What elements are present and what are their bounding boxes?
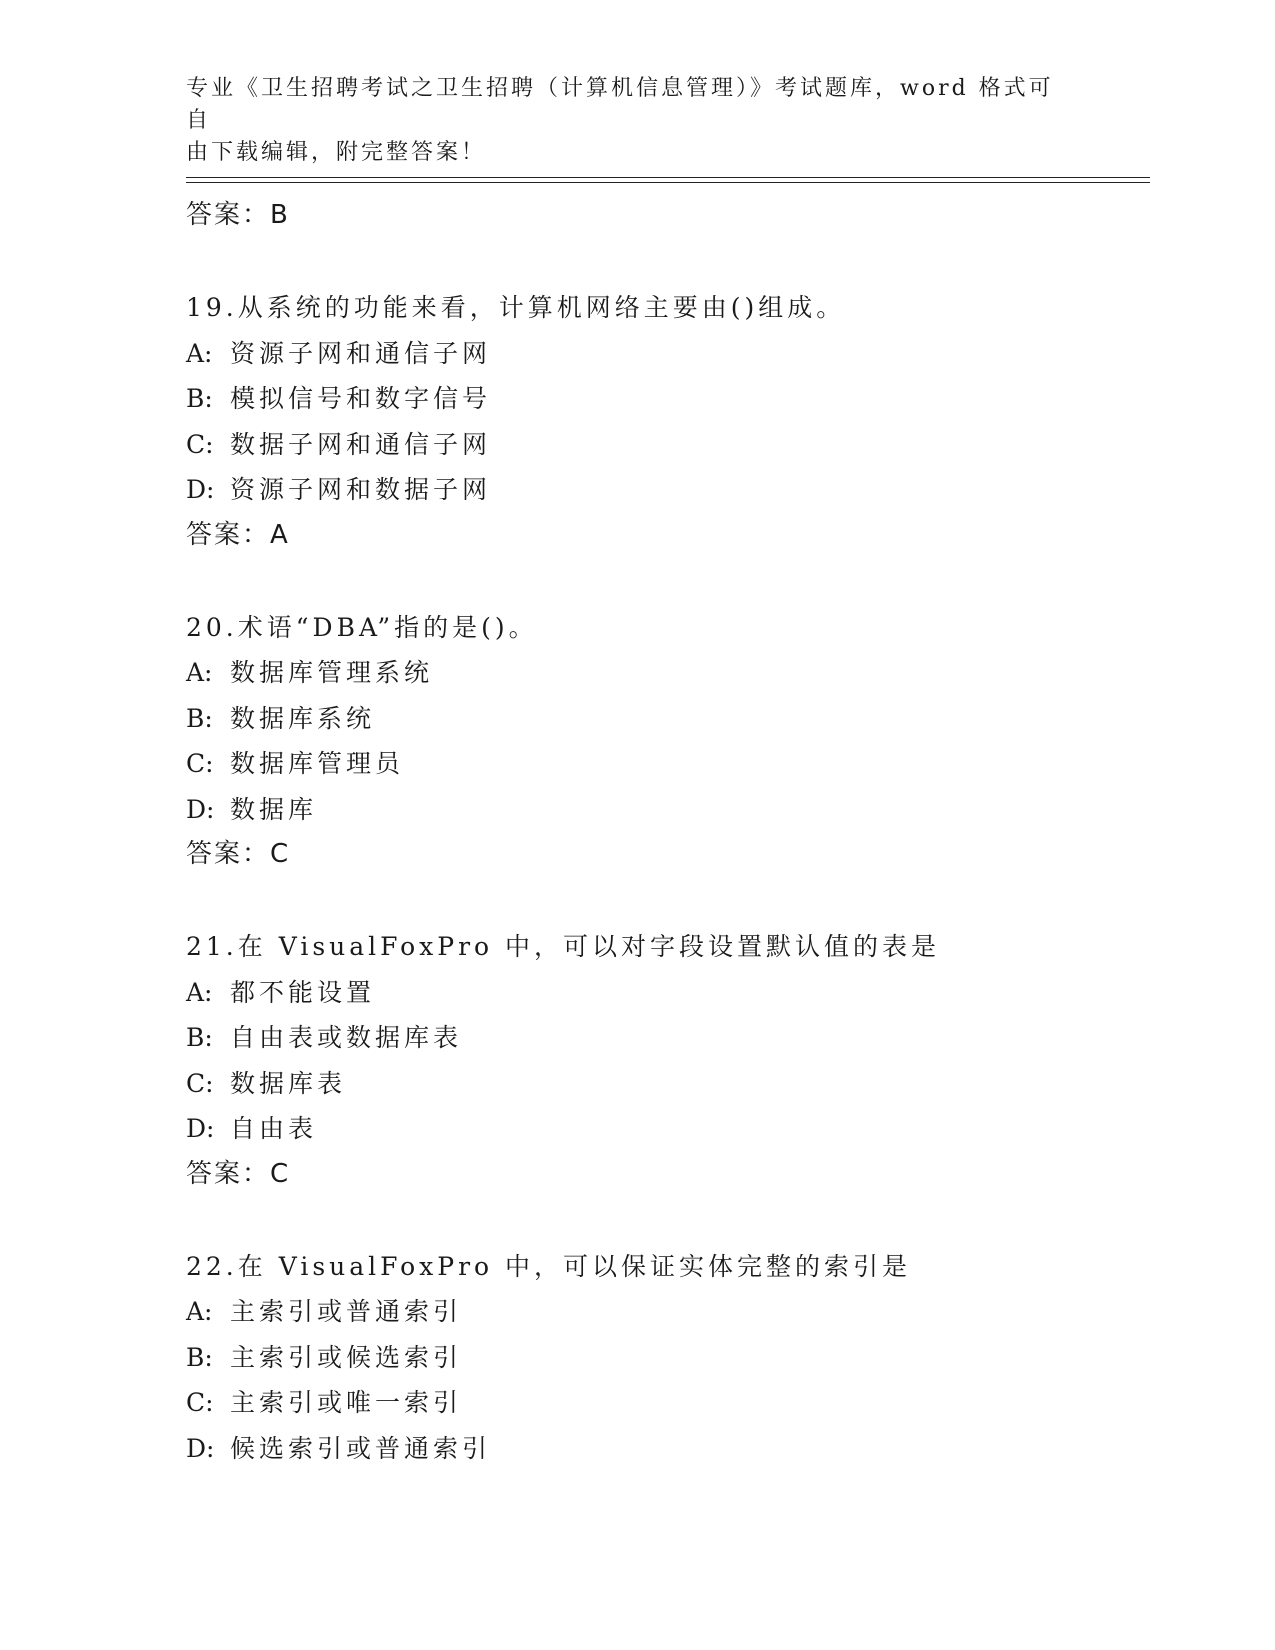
option-text: 数据子网和通信子网 [230, 429, 492, 459]
option-letter: B: [186, 1342, 213, 1372]
option-text: 资源子网和数据子网 [230, 475, 492, 504]
header-line-2: 由下载编辑，附完整答案！ [186, 140, 487, 165]
option-text: 数据库 [230, 794, 318, 824]
option-letter: B: [186, 384, 213, 413]
option-a [186, 970, 1146, 1016]
option-b [186, 696, 1146, 742]
option-letter: D: [186, 1114, 215, 1143]
header-divider-top [186, 177, 1150, 178]
document-header [186, 73, 1066, 169]
option-letter: D: [186, 1433, 215, 1463]
option-text: 模拟信号和数字信号 [230, 384, 492, 413]
question-list [186, 193, 1146, 1471]
option-text: 数据库表 [230, 1068, 347, 1098]
option-text: 自由表 [230, 1114, 318, 1143]
option-text: 都不能设置 [230, 977, 376, 1007]
option-letter: A: [186, 658, 213, 687]
answer-line: 答案：B [186, 200, 290, 230]
option-letter: A: [186, 338, 213, 368]
question-stem: 21.在 VisualFoxPro 中，可以对字段设置默认值的表是 [186, 932, 941, 961]
option-c [186, 1061, 1146, 1107]
question-stem: 20.术语“DBA”指的是()。 [186, 612, 538, 642]
question-block [186, 924, 1146, 1196]
question-stem: 22.在 VisualFoxPro 中，可以保证实体完整的索引是 [186, 1251, 912, 1281]
option-a [186, 331, 1146, 377]
header-divider-bottom [186, 182, 1150, 183]
option-b [186, 1015, 1146, 1061]
option-letter: C: [186, 749, 214, 778]
option-b [186, 1335, 1146, 1381]
option-text: 数据库管理员 [230, 749, 405, 778]
option-c [186, 741, 1146, 787]
option-text: 自由表或数据库表 [230, 1023, 463, 1052]
question-block [186, 605, 1146, 877]
option-text: 资源子网和通信子网 [230, 338, 492, 368]
option-letter: A: [186, 1297, 213, 1326]
option-b [186, 376, 1146, 422]
answer-line: 答案：A [186, 519, 290, 550]
question-block [186, 285, 1146, 557]
option-letter: D: [186, 794, 215, 824]
question-stem: 19.从系统的功能来看，计算机网络主要由()组成。 [186, 293, 846, 322]
option-a [186, 650, 1146, 696]
option-text: 主索引或候选索引 [230, 1342, 463, 1372]
option-text: 数据库管理系统 [230, 658, 434, 687]
option-text: 主索引或普通索引 [230, 1297, 463, 1326]
option-letter: C: [186, 429, 214, 459]
option-d [186, 787, 1146, 833]
option-a [186, 1289, 1146, 1335]
answer-line: 答案：C [186, 839, 291, 869]
option-letter: B: [186, 703, 213, 733]
option-letter: C: [186, 1068, 214, 1098]
option-d [186, 467, 1146, 513]
option-text: 候选索引或普通索引 [230, 1433, 492, 1463]
option-c [186, 1380, 1146, 1426]
option-d [186, 1426, 1146, 1472]
option-letter: C: [186, 1388, 214, 1417]
option-c [186, 422, 1146, 468]
header-line-1: 专业《卫生招聘考试之卫生招聘（计算机信息管理）》考试题库，word 格式可自 [186, 76, 1054, 133]
option-text: 主索引或唯一索引 [230, 1388, 463, 1417]
option-letter: D: [186, 475, 215, 504]
option-d [186, 1106, 1146, 1152]
option-letter: A: [186, 977, 213, 1007]
option-text: 数据库系统 [230, 703, 376, 733]
question-block [186, 1244, 1146, 1472]
answer-line: 答案：C [186, 1158, 291, 1189]
option-letter: B: [186, 1023, 213, 1052]
